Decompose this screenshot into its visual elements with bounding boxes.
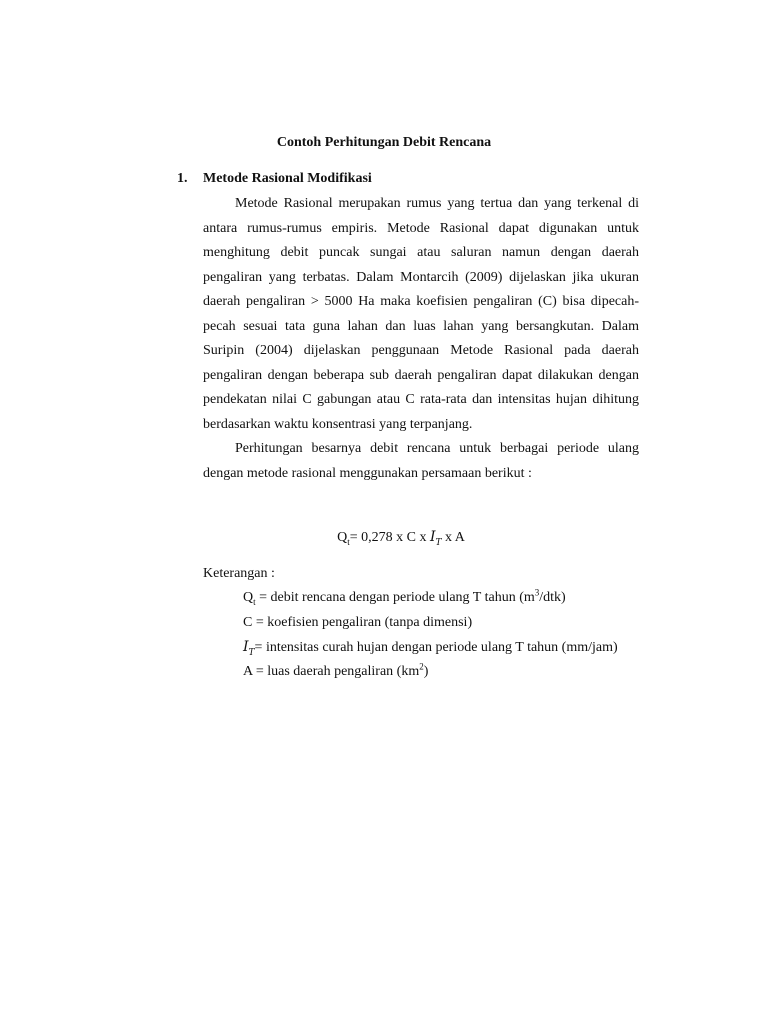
formula-i-symbol: I bbox=[429, 529, 436, 545]
legend-item-q bbox=[243, 586, 618, 611]
legend-q-symbol: Q bbox=[243, 590, 254, 605]
legend-q-tail: /dtk) bbox=[539, 590, 566, 605]
page-title: Contoh Perhitungan Debit Rencana bbox=[276, 135, 492, 150]
legend-q-text: = debit rencana dengan periode ulang T tahun (m bbox=[255, 590, 535, 605]
legend-i-subscript: T bbox=[248, 647, 255, 658]
paragraph-line: Suripin (2004) dijelaskan penggunaan Metode Rasional pada daerah bbox=[203, 343, 639, 358]
paragraph-line: pendekatan nilai C gabungan atau C rata-rata dan intensitas hujan dihitung bbox=[203, 392, 639, 407]
paragraph-line: Metode Rasional merupakan rumus yang tertua dan yang terkenal di bbox=[235, 196, 639, 211]
legend-item-a bbox=[243, 660, 618, 685]
paragraph-line: antara rumus-rumus empiris. Metode Rasional dapat digunakan untuk bbox=[203, 220, 639, 236]
paragraph-line: daerah pengaliran > 5000 Ha maka koefisien pengaliran (C) bisa dipecah- bbox=[203, 294, 639, 309]
legend-item-i bbox=[243, 635, 618, 660]
section-number: 1. bbox=[177, 171, 188, 186]
paragraph-line: menghitung debit puncak sungai atau saluran namun dengan daerah bbox=[203, 245, 639, 260]
paragraph-line: berdasarkan waktu konsentrasi yang terpanjang. bbox=[203, 416, 473, 432]
paragraph-line: pengaliran dengan beberapa sub daerah pengaliran dapat dilakukan dengan bbox=[203, 367, 639, 383]
legend-a-text: A = luas daerah pengaliran (km bbox=[243, 663, 420, 679]
legend-a-superscript: 2 bbox=[419, 660, 424, 671]
paragraph-line: pecah sesuai tata guna lahan dan luas lahan yang bersangkutan. Dalam bbox=[203, 318, 639, 334]
legend-q-subscript: t bbox=[253, 596, 256, 607]
paragraph-line: pengaliran yang terbatas. Dalam Montarcih (2009) dijelaskan jika ukuran bbox=[203, 269, 639, 285]
legend-label: Keterangan : bbox=[203, 566, 275, 581]
legend-c-text: C = koefisien pengaliran (tanpa dimensi) bbox=[243, 614, 473, 630]
formula-q-subscript: t bbox=[347, 536, 350, 547]
legend-i-text: = intensitas curah hujan dengan periode ulang T tahun (mm/jam) bbox=[254, 640, 618, 655]
section-title: Metode Rasional Modifikasi bbox=[203, 171, 372, 186]
legend-i-symbol: I bbox=[243, 639, 249, 655]
legend-q-superscript: 3 bbox=[534, 587, 540, 598]
formula-end: x A bbox=[441, 530, 465, 545]
formula-middle: = 0,278 x C x bbox=[349, 530, 430, 545]
formula-q-symbol: Q bbox=[337, 530, 348, 545]
paragraph-rational-method bbox=[203, 192, 639, 437]
section-heading bbox=[177, 170, 372, 188]
legend-item-c bbox=[243, 611, 618, 636]
formula-i-subscript: T bbox=[435, 537, 442, 548]
paragraph-calculation-intro bbox=[203, 437, 639, 486]
rational-formula bbox=[0, 526, 768, 549]
legend-a-tail: ) bbox=[423, 663, 429, 679]
paragraph-line: Perhitungan besarnya debit rencana untuk berbagai periode ulang bbox=[235, 441, 639, 456]
paragraph-line: dengan metode rasional menggunakan persamaan berikut : bbox=[203, 465, 532, 481]
legend-list bbox=[243, 586, 618, 684]
